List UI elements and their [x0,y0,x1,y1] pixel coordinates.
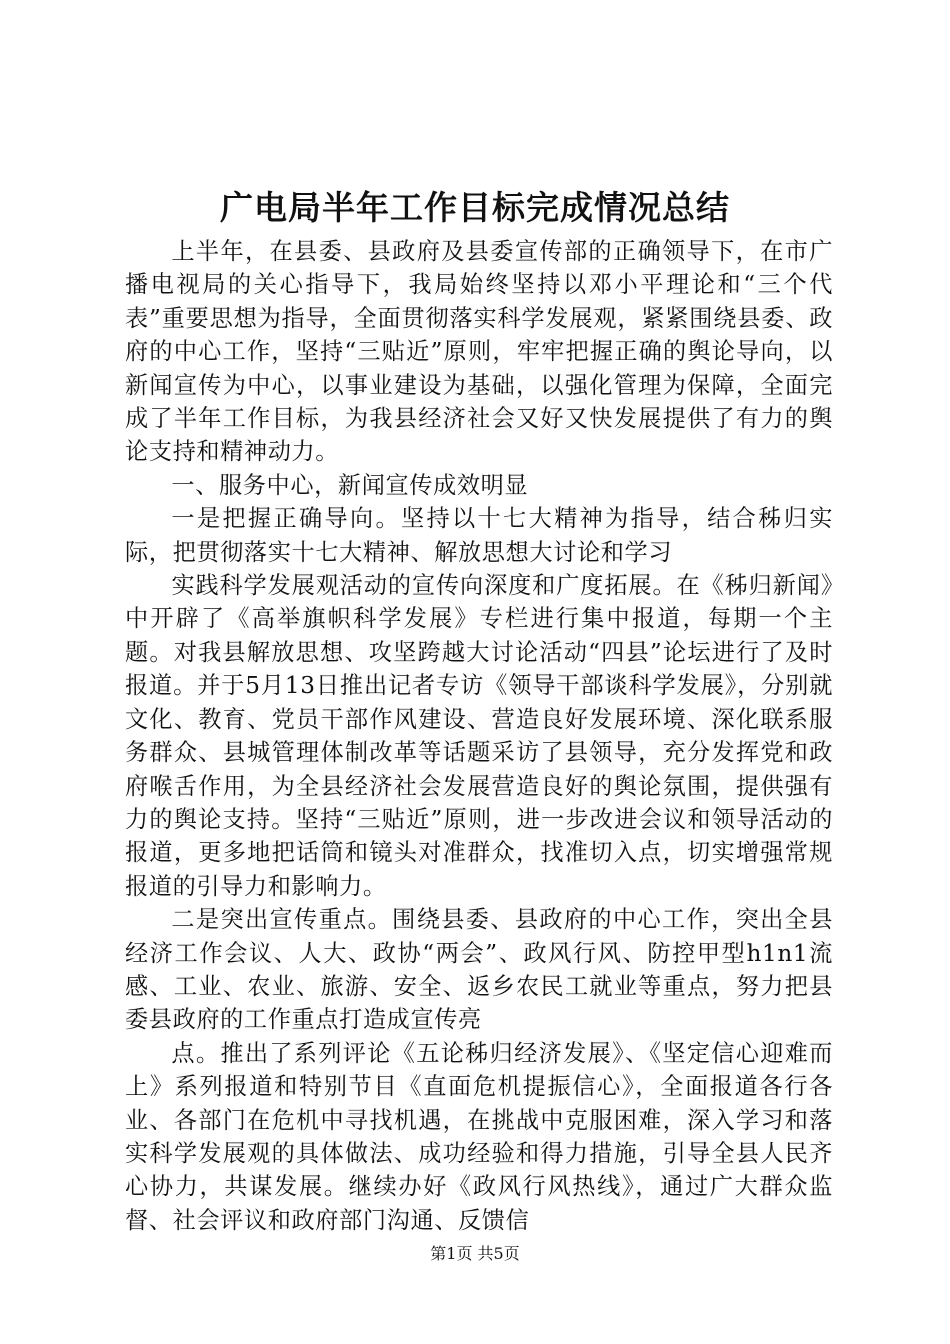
document-title: 广电局半年工作目标完成情况总结 [220,188,730,227]
paragraph-guidance: 一是把握正确导向。坚持以十七大精神为指导，结合秭归实际，把贯彻落实十七大精神、解放思想大讨论和学习 [125,505,833,566]
paragraph-focus: 二是突出宣传重点。围绕县委、县政府的中心工作，突出全县经济工作会议、人大、政协“两会”、政风行风、防控甲型h1n1流感、工业、农业、旅游、安全、返乡农民工就业等重点，努力把县委县政府的工作重点打造成宣传亮 [125,906,833,1034]
paragraph-practice: 实践科学发展观活动的宣传向深度和广度拓展。在《秭归新闻》中开辟了《高举旗帜科学发展》专栏进行集中报道，每期一个主题。对我县解放思想、攻坚跨越大讨论活动“四县”论坛进行了及时报道。并于5月13日推出记者专访《领导干部谈科学发展》，分别就文化、教育、党员干部作风建设、营造良好发展环境、深化联系服务群众、县城管理体制改革等话题采访了县领导，充分发挥党和政府喉舌作用，为全县经济社会发展营造良好的舆论氛围，提供强有力的舆论支持。坚持“三贴近”原则，进一步改进会议和领导活动的报道，更多地把话筒和镜头对准群众，找准切入点，切实增强常规报道的引导力和影响力。 [125,572,833,900]
section-heading-1: 一、服务中心，新闻宣传成效明显 [171,471,529,499]
paragraph-intro: 上半年，在县委、县政府及县委宣传部的正确领导下，在市广播电视局的关心指导下，我局始终坚持以邓小平理论和“三个代表”重要思想为指导，全面贯彻落实科学发展观，紧紧围绕县委、政府的中心工作，坚持“三贴近”原则，牢牢把握正确的舆论导向，以新闻宣传为中心，以事业建设为基础，以强化管理为保障，全面完成了半年工作目标，为我县经济社会又好又快发展提供了有力的舆论支持和精神动力。 [125,238,833,466]
document-body [125,235,833,1237]
page-footer: 第1页 共5页 [430,1244,520,1263]
paragraph-highlights: 点。推出了系列评论《五论秭归经济发展》、《坚定信心迎难而上》系列报道和特别节目《直面危机提振信心》，全面报道各行各业、各部门在危机中寻找机遇，在挑战中克服困难，深入学习和落实科学发展观的具体做法、成功经验和得力措施，引导全县人民齐心协力，共谋发展。继续办好《政风行风热线》，通过广大群众监督、社会评议和政府部门沟通、反馈信 [125,1039,833,1234]
